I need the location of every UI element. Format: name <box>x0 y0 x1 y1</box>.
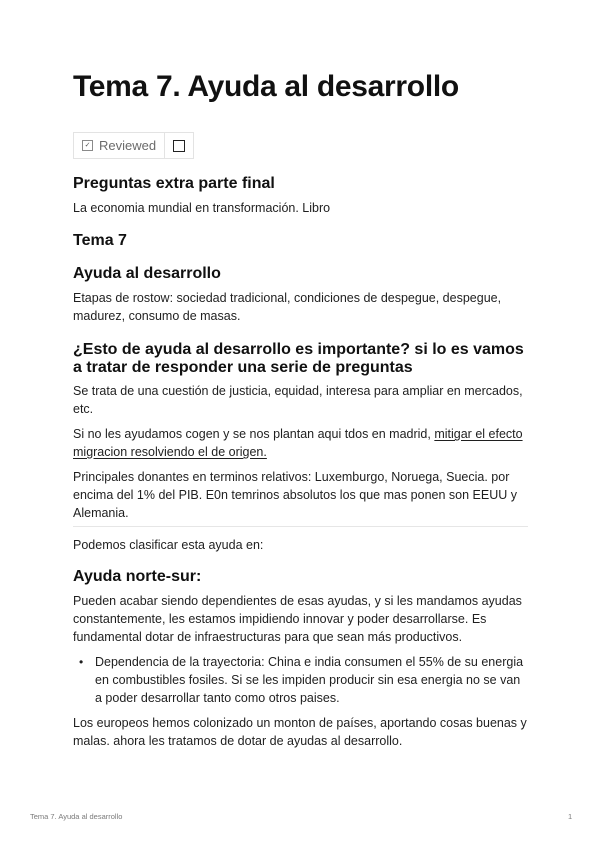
reviewed-property-name <box>74 133 165 158</box>
paragraph-economia-mundial: La economia mundial en transformación. Libro <box>73 201 331 215</box>
properties-table <box>73 132 194 159</box>
paragraph-pueden-acabar: Pueden acabar siendo dependientes de esas ayudas, y si les mandamos ayudas constantemente, les estamos impidiendo innovar y poder desarrollarse. Es fundamental dotar de infraestructuras para que sean más productivos. <box>73 594 522 644</box>
reviewed-checkbox[interactable] <box>173 140 185 152</box>
checkbox-property-icon: ✓ <box>82 140 93 151</box>
heading-preguntas-extra: Preguntas extra parte final <box>73 175 275 192</box>
heading-ayuda-al-desarrollo: Ayuda al desarrollo <box>73 265 221 282</box>
page-title: Tema 7. Ayuda al desarrollo <box>73 70 459 103</box>
bullet-dot-icon: • <box>79 655 84 669</box>
paragraph-no-ayudamos-text: Si no les ayudamos cogen y se nos plantan aqui tdos en madrid, <box>73 427 435 441</box>
paragraph-clasificar: Podemos clasificar esta ayuda en: <box>73 538 264 552</box>
reviewed-property-value[interactable] <box>165 133 193 158</box>
paragraph-donantes: Principales donantes en terminos relativos: Luxemburgo, Noruega, Suecia. por encima del 1% del PIB. E0n temrinos absolutos los que mas ponen son EEUU y Alemania. <box>73 470 517 520</box>
underlined-mitigar-text: mitigar el efecto migracion resolviendo el de origen. <box>73 427 523 459</box>
list-item-dependencia: Dependencia de la trayectoria: China e india consumen el 55% de su energia en combustibles fosiles. Si se les impiden producir sin esa energia no se van a poder desarrollar tanto como otros paises. <box>95 655 524 705</box>
paragraph-no-ayudamos <box>73 425 533 461</box>
heading-ayuda-norte-sur: Ayuda norte-sur: <box>73 568 202 585</box>
reviewed-label: Reviewed <box>99 138 157 153</box>
divider <box>73 526 528 527</box>
heading-esto-de-ayuda: ¿Esto de ayuda al desarrollo es importante? si lo es vamos a tratar de responder una serie de preguntas <box>73 341 524 376</box>
paragraph-etapas-rostow: Etapas de rostow: sociedad tradicional, condiciones de despegue, despegue, madurez, consumo de masas. <box>73 291 502 323</box>
paragraph-europeos: Los europeos hemos colonizado un monton de países, aportando cosas buenas y malas. ahora les tratamos de dotar de ayudas al desarrollo. <box>73 716 527 748</box>
heading-tema-7: Tema 7 <box>73 232 127 249</box>
paragraph-justicia: Se trata de una cuestión de justicia, equidad, interesa para ampliar en mercados, etc. <box>73 384 523 416</box>
footer-page-number: 1 <box>568 812 573 821</box>
footer-title: Tema 7. Ayuda al desarrollo <box>30 812 123 821</box>
